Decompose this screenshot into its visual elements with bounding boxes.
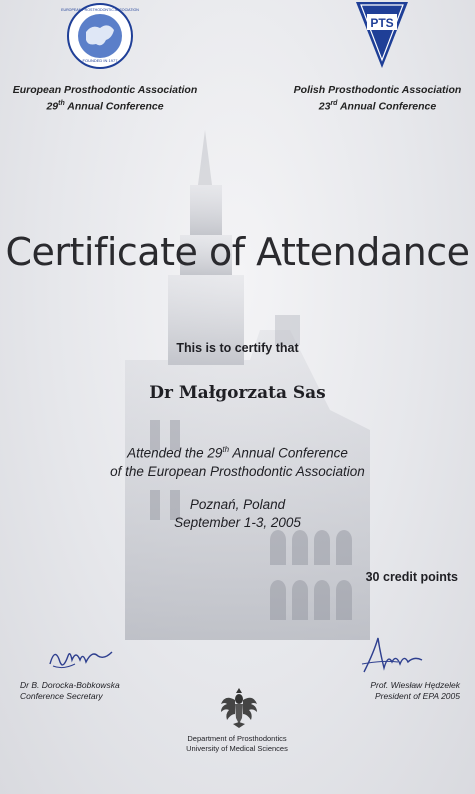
attended-line-1: Attended the 29th Annual Conference	[127, 445, 348, 461]
attended-text	[0, 441, 475, 481]
certify-text: This is to certify that	[176, 341, 299, 355]
epa-name: European Prosthodontic Association	[12, 84, 198, 96]
dates: September 1-3, 2005	[174, 515, 301, 530]
pts-logo-text: PTS	[370, 16, 394, 30]
svg-text:EUROPEAN PROSTHODONTIC ASSOCIA: EUROPEAN PROSTHODONTIC ASSOCIATION	[61, 8, 139, 12]
right-signatory-name: Prof. Wiesław Hędzelek	[370, 680, 460, 690]
certificate-title: Certificate of Attendance	[5, 230, 470, 274]
left-signature	[45, 644, 125, 674]
recipient-name: Dr Małgorzata Sas	[149, 383, 326, 403]
location: Poznań, Poland	[189, 497, 286, 512]
department-line-2: University of Medical Sciences	[186, 744, 288, 753]
svg-text:FOUNDED IN 1977: FOUNDED IN 1977	[82, 58, 118, 63]
epa-header	[0, 84, 210, 114]
pts-name: Polish Prosthodontic Association	[293, 84, 462, 96]
credit-points: 30 credit points	[365, 570, 458, 584]
left-signatory-role: Conference Secretary	[20, 691, 103, 701]
location-dates	[0, 496, 475, 532]
right-signature	[360, 634, 440, 676]
pts-header	[280, 84, 475, 114]
left-signatory	[20, 680, 180, 702]
pts-edition: 23rd Annual Conference	[318, 100, 437, 113]
right-signatory	[300, 680, 460, 702]
department-line-1: Department of Prosthodontics	[187, 734, 287, 743]
attended-line-2: of the European Prosthodontic Association	[110, 463, 365, 479]
left-signatory-name: Dr B. Dorocka-Bobkowska	[20, 680, 120, 690]
epa-edition: 29th Annual Conference	[46, 100, 164, 113]
right-signatory-role: President of EPA 2005	[374, 691, 460, 701]
pts-logo	[353, 0, 411, 70]
eagle-emblem-icon	[219, 686, 259, 730]
epa-logo	[61, 2, 139, 70]
department-footer	[137, 734, 337, 754]
